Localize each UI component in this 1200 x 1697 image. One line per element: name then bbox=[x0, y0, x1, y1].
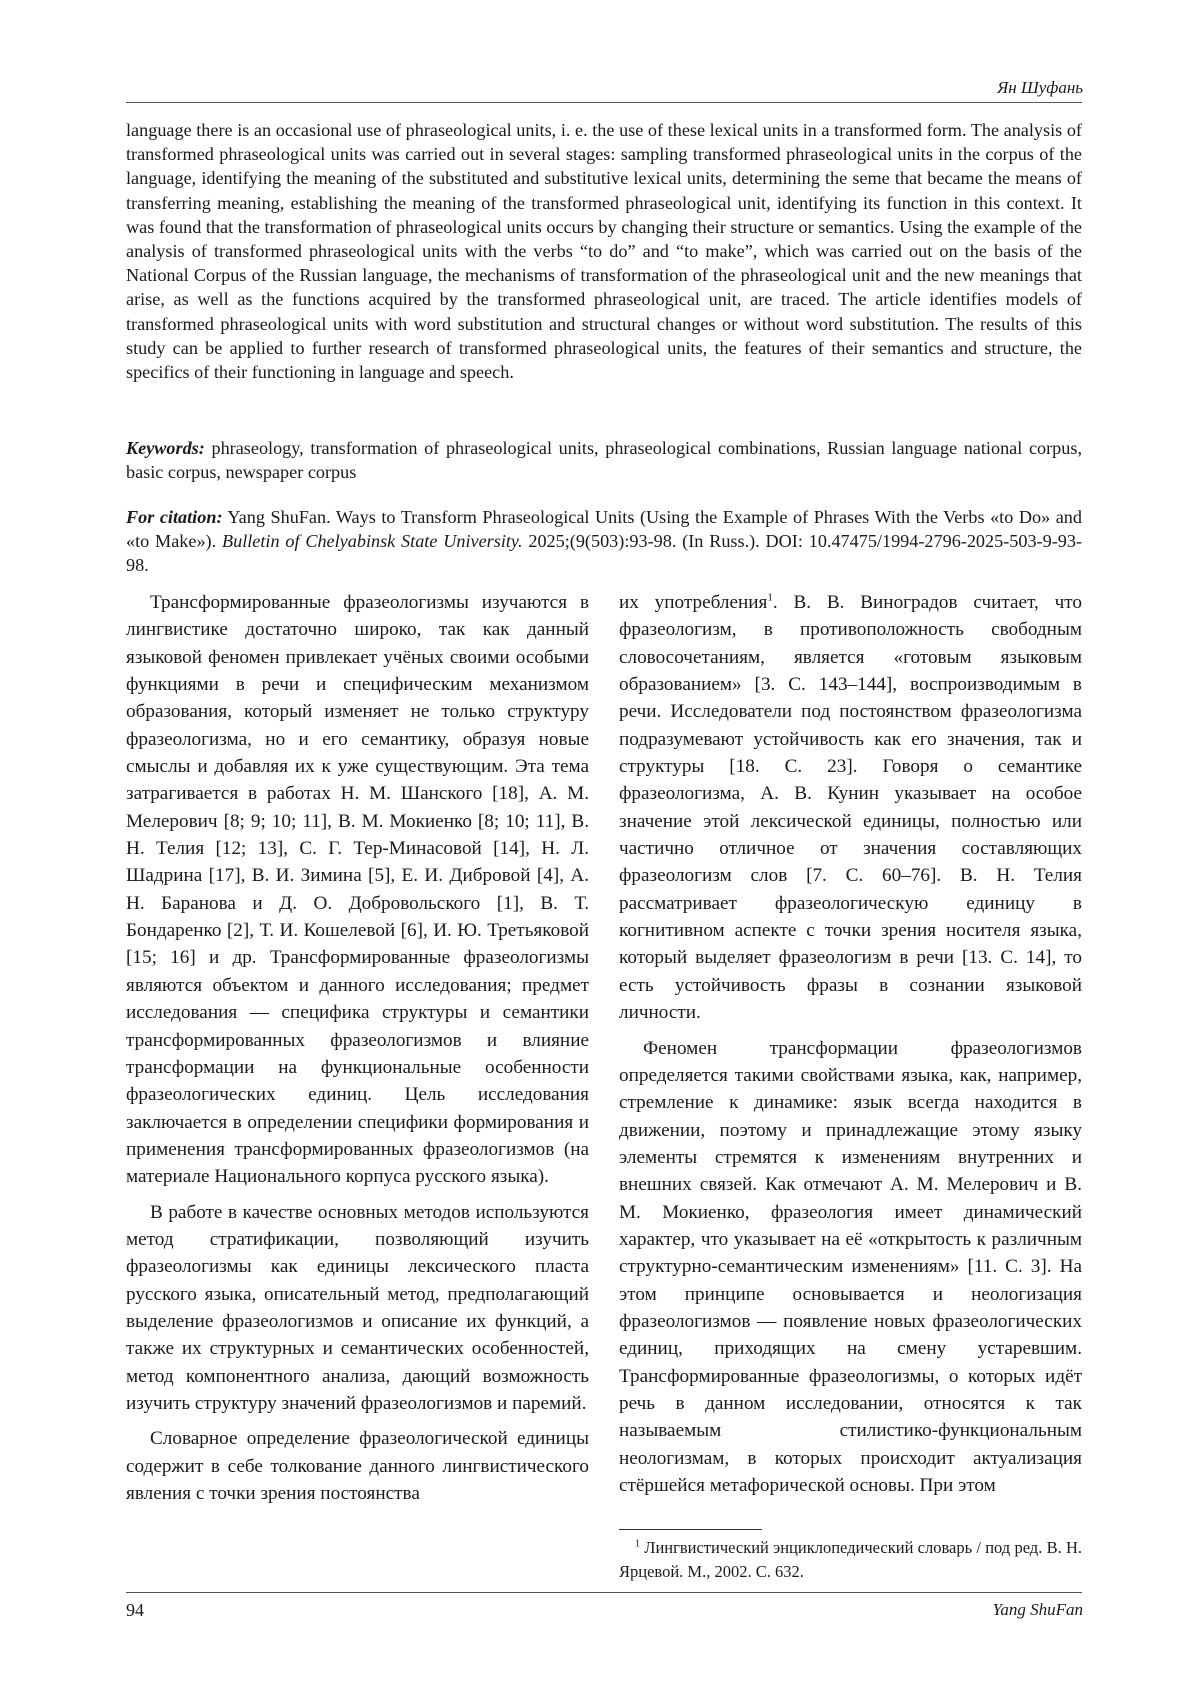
body-left-column bbox=[126, 589, 589, 1515]
footnote-divider bbox=[619, 1529, 762, 1530]
keywords-block bbox=[126, 436, 1082, 484]
body-paragraph: Словарное определение фразеологической единицы содержит в себе толкование данного лингвистического явления с точки зрения постоянства bbox=[126, 1428, 589, 1504]
running-header-author: Ян Шуфань bbox=[997, 78, 1083, 97]
footnote-mark: 1 bbox=[635, 1538, 640, 1550]
abstract-text: language there is an occasional use of phraseological units, i. e. the use of these lexical units in a transformed form. The analysis of transformed phraseological units was carried out in several stages: sampling transformed phraseological units in the corpus of the language, identifying the meaning of the substituted and substitutive lexical units, determining the seme that became the means of transferring meaning, establishing the meaning of the transformed phraseological unit, identifying its function in this context. It was found that the transformation of phraseological units occurs by changing their structure or semantics. Using the example of the analysis of transformed phraseological units with the verbs “to do” and “to make”, which was carried out on the basis of the National Corpus of the Russian language, the mechanisms of transformation of the phraseological unit and the new meanings that arise, as well as the functions acquired by the transformed phraseological unit, are traced. The article identifies models of transformed phraseological units with word substitution and structural changes or without word substitution. The results of this study can be applied to further research of transformed phraseological units, the features of their semantics and structure, the specifics of their functioning in language and speech. bbox=[126, 120, 1082, 383]
page-number: 94 bbox=[126, 1600, 144, 1620]
footnote-reference: 1 bbox=[767, 591, 773, 604]
citation-text-end: 2025;(9(503):93-98. (In Russ.). DOI: 10.47475/1994-2796-2025-503-9-93-98. bbox=[126, 531, 1083, 576]
body-right-column bbox=[619, 589, 1082, 1507]
citation-label: For citation: bbox=[126, 507, 223, 527]
body-paragraph bbox=[619, 589, 1082, 1027]
citation-journal: Bulletin of Chelyabinsk State University. bbox=[221, 531, 523, 552]
body-text: . В. В. Виноградов считает, что фразеологизм, в противоположность свободным словосочетаниям, является «готовым языковым образованием» [3. С. 143–144], воспроизводимым в речи. Исследователи под постоянством фразеологизма подразумевают устойчивость как его значения, так и структуры [18. С. 23]. Говоря о семантике фразеологизма, А. В. Кунин указывает на особое значение этой лексической единицы, полностью или частично отличное от значения составляющих фразеологизм слов [7. С. 60–76]. В. Н. Телия рассматривает фразеологическую единицу в когнитивном аспекте с точки зрения носителя языка, который выделяет фразеологизм в речи [13. С. 14], то есть устойчивость фразы в сознании языковой личности. bbox=[619, 592, 1082, 1024]
body-paragraph: Феномен трансформации фразеологизмов определяется такими свойствами языка, как, например, стремление к динамике: язык всегда находится в движении, поэтому и принадлежащие этому языку элементы стремятся к изменениям внутренних и внешних связей. Как отмечают А. М. Мелерович и В. М. Мокиенко, фразеология имеет динамический характер, что указывает на её «открытость к различным структурно-семантическим изменениям» [11. С. 3]. На этом принципе основывается и неологизация фразеологизмов — появление новых фразеологических единиц, приходящих на смену устаревшим. Трансформированные фразеологизмы, о которых идёт речь в данном исследовании, относятся к так называемым стилистико-функциональным неологизмам, в которых происходит актуализация стёршейся метафорической основы. При этом bbox=[619, 1037, 1082, 1496]
footnote bbox=[619, 1536, 1082, 1584]
keywords-label: Keywords: bbox=[126, 438, 205, 458]
body-text: их употребления bbox=[619, 592, 768, 613]
footnote-text: Лингвистический энциклопедический словарь / под ред. В. Н. Ярцевой. М., 2002. С. 632. bbox=[619, 1538, 1082, 1581]
citation-text: Yang ShuFan. Ways to Transform Phraseological Units (Using the Example of Phrases With the Verbs «to Do» and «to Make»). bbox=[126, 507, 1082, 552]
keywords-text: phraseology, transformation of phraseological units, phraseological combinations, Russian language national corpus, basic corpus, newspaper corpus bbox=[126, 438, 1082, 483]
footer-divider bbox=[126, 1592, 1082, 1593]
header-divider bbox=[126, 102, 1082, 103]
running-footer-author: Yang ShuFan bbox=[992, 1600, 1083, 1619]
body-paragraph: Трансформированные фразеологизмы изучаются в лингвистике достаточно широко, так как данный языковой феномен привлекает учёных своими особыми функциями в речи и специфическим механизмом образования, который изменяет не только структуру фразеологизма, но и его семантику, образуя новые смыслы и добавляя их к уже существующим. Эта тема затрагивается в работах Н. М. Шанского [18], А. М. Мелерович [8; 9; 10; 11], В. М. Мокиенко [8; 10; 11], В. Н. Телия [12; 13], С. Г. Тер-Минасовой [14], Н. Л. Шадрина [17], В. И. Зимина [5], Е. И. Дибровой [4], А. Н. Баранова и Д. О. Добровольского [1], В. Т. Бондаренко [2], Т. И. Кошелевой [6], И. Ю. Третьяковой [15; 16] и др. Трансформированные фразеологизмы являются объектом и данного исследования; предмет исследования — специфика структуры и семантики трансформированных фразеологизмов и влияние трансформации на функциональные особенности фразеологических единиц. Цель исследования заключается в определении специфики формирования и применения трансформированных фразеологизмов (на материале Национального корпуса русского языка). bbox=[126, 592, 589, 1188]
citation-block bbox=[126, 505, 1082, 578]
body-paragraph: В работе в качестве основных методов используются метод стратификации, позволяющий изучить фразеологизмы как единицы лексического пласта русского языка, описательный метод, предполагающий выделение фразеологизмов и описание их функций, а также их структурных и семантических особенностей, метод компонентного анализа, дающий возможность изучить структуру значений фразеологизмов и паремий. bbox=[126, 1201, 589, 1414]
